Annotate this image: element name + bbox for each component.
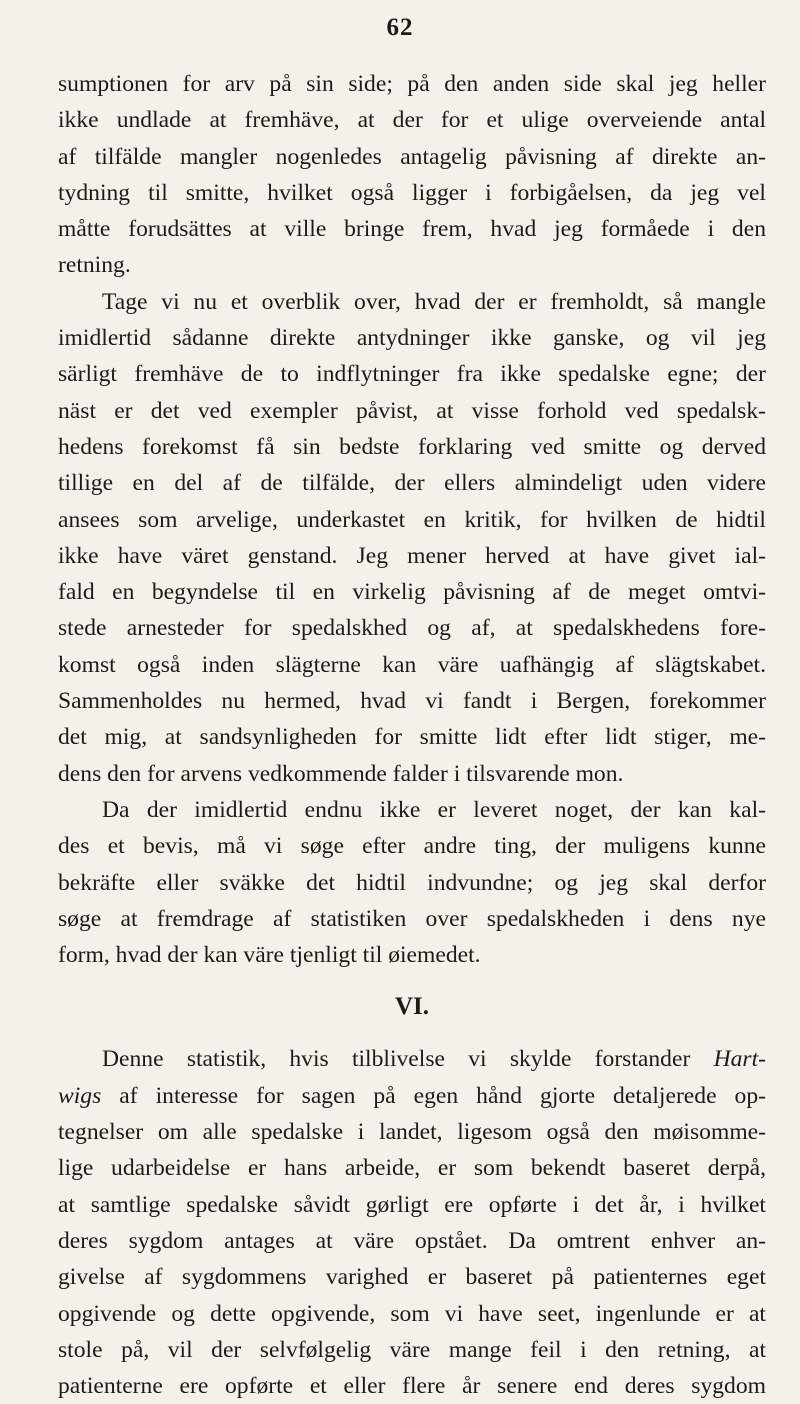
text-line: Tage vi nu et overblik over, hvad der er fremholdt, så mangle (102, 288, 766, 315)
text-line: sumptionen for arv på sin side; på den anden side skal jeg heller (58, 71, 766, 97)
text-line: fald en begyndelse til en virkelig påvisning af de meget omtvi- (58, 579, 766, 606)
text-line: søge at fremdrage af statistiken over spedalskheden i dens nye (58, 905, 766, 932)
text-line: ansees som arvelige, underkastet en kritik, for hvilken de hidtil (58, 506, 766, 533)
text-line: deres sygdom antages at väre opstået. Da omtrent enhver an- (58, 1227, 766, 1254)
text-line: bekräfte eller sväkke det hidtil indvundne; og jeg skal derfor (58, 869, 766, 896)
text-line: särligt fremhäve de to indflytninger fra ikke spedalske egne; der (58, 361, 766, 388)
text-line: des et bevis, må vi søge efter andre ting, der muligens kunne (58, 833, 766, 860)
paragraph-2 (58, 284, 766, 792)
text-line: tillige en del af de tilfälde, der ellers almindeligt uden videre (58, 470, 766, 497)
text-line: det mig, at sandsynligheden for smitte lidt efter lidt stiger, me- (58, 724, 766, 751)
text-segment: Denne statistik, hvis tilblivelse vi skylde forstander (102, 1046, 691, 1073)
text-line: at samtlige spedalske såvidt gørligt ere opførte i det år, i hvilket (58, 1191, 766, 1218)
page-number: 62 (386, 14, 414, 41)
text-line: Sammenholdes nu hermed, hvad vi fandt i Bergen, forekommer (58, 688, 766, 715)
section-heading: VI. (394, 993, 430, 1021)
author-name-italic: wigs (58, 1082, 102, 1109)
text-line (58, 1041, 766, 1077)
text-line: lige udarbeidelse er hans arbeide, er som bekendt baseret derpå, (58, 1155, 766, 1182)
text-line: ikke undlade at fremhäve, at der for et ulige overveiende antal (58, 107, 766, 134)
text-line: komst også inden slägterne kan väre uafhängig af slägtskabet. (58, 651, 766, 678)
text-line: retning. (58, 252, 131, 279)
text-line: patienterne ere opførte et eller flere år senere end deres sygdom (58, 1373, 766, 1400)
text-line: givelse af sygdommens varighed er baseret på patienternes eget (58, 1264, 766, 1291)
author-name-italic: Hart- (713, 1046, 766, 1073)
text-line: ikke have väret genstand. Jeg mener herved at have givet ial- (58, 542, 766, 569)
body-text (58, 66, 766, 1404)
paragraph-1 (58, 66, 766, 284)
text-line: imidlertid sådanne direkte antydninger ikke ganske, og vil jeg (58, 325, 766, 352)
paragraph-3 (58, 792, 766, 973)
text-line: näst er det ved exempler påvist, at visse forhold ved spedalsk- (58, 397, 766, 424)
text-line: måtte forudsättes at ville bringe frem, hvad jeg formåede i den (58, 216, 766, 243)
text-segment: af interesse for sagen på egen hånd gjorte detaljerede op- (119, 1082, 766, 1109)
text-line: Da der imidlertid endnu ikke er leveret noget, der kan kal- (102, 796, 766, 823)
text-line: tegnelser om alle spedalske i landet, ligesom også den møisomme- (58, 1119, 766, 1146)
text-line: af tilfälde mangler nogenledes antagelig påvisning af direkte an- (58, 143, 766, 170)
text-line: opgivende og dette opgivende, som vi have seet, ingenlunde er at (58, 1300, 766, 1327)
text-line: hedens forekomst få sin bedste forklaring ved smitte og derved (58, 433, 766, 460)
section-paragraph (58, 1041, 766, 1404)
text-line: stole på, vil der selvfølgelig väre mange feil i den retning, at (58, 1336, 766, 1363)
text-line: tydning til smitte, hvilket også ligger i forbigåelsen, da jeg vel (58, 179, 766, 206)
text-line: dens den for arvens vedkommende falder i tilsvarende mon. (58, 760, 624, 787)
text-line (58, 1078, 766, 1114)
text-line: stede arnesteder for spedalskhed og af, at spedalskhedens fore- (58, 615, 766, 642)
text-line: form, hvad der kan väre tjenligt til øiemedet. (58, 942, 481, 969)
